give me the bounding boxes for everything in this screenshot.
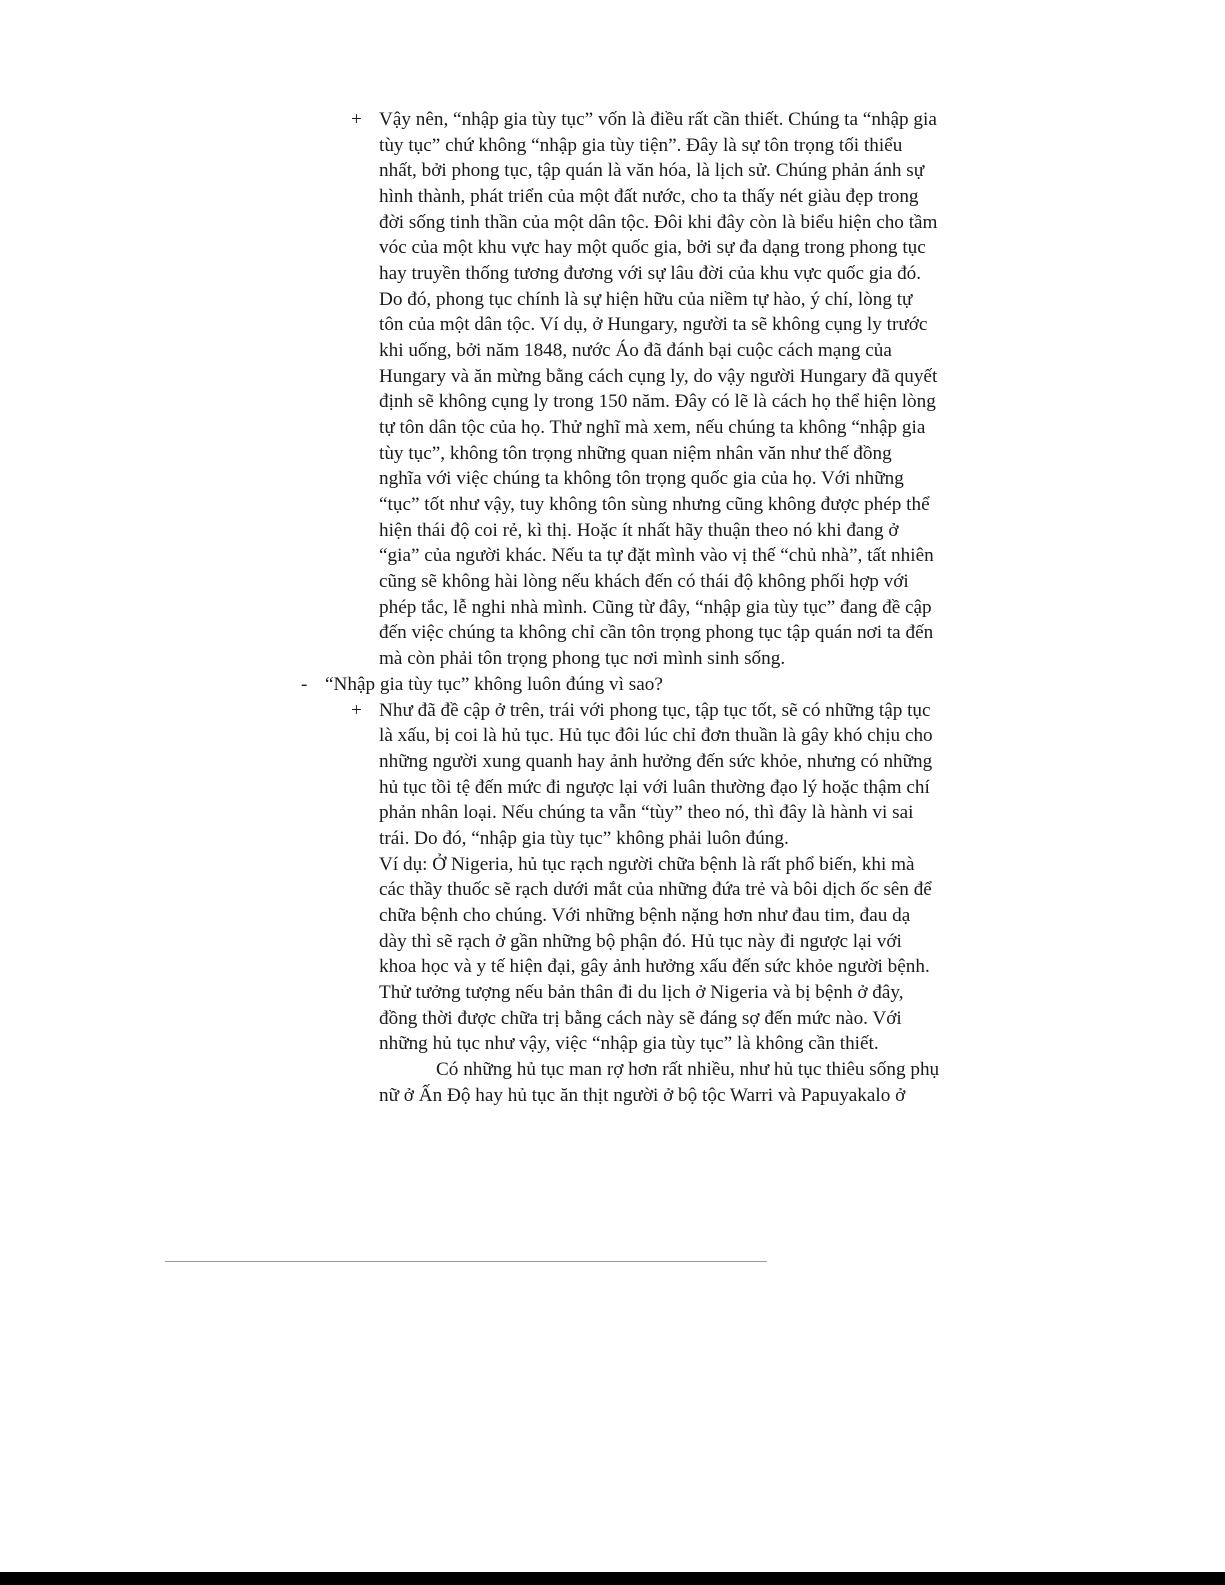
paragraph-line: dày thì sẽ rạch ở gần những bộ phận đó. Hủ tục này đi ngược lại với	[379, 931, 902, 952]
paragraph-line: hủ tục tồi tệ đến mức đi ngược lại với luân thường đạo lý hoặc thậm chí	[379, 777, 930, 798]
section-heading: “Nhập gia tùy tục” không luôn đúng vì sao?	[325, 674, 663, 695]
paragraph-line: Hungary và ăn mừng bằng cách cụng ly, do vậy người Hungary đã quyết	[379, 366, 938, 387]
paragraph-line: tự tôn dân tộc của họ. Thử nghĩ mà xem, nếu chúng ta không “nhập gia	[379, 417, 926, 438]
paragraph-line: những người xung quanh hay ảnh hưởng đến sức khỏe, nhưng có những	[379, 751, 933, 772]
paragraph-line: tùy tục”, không tôn trọng những quan niệm nhân văn như thế đồng	[379, 443, 892, 464]
paragraph-line: Do đó, phong tục chính là sự hiện hữu của niềm tự hào, ý chí, lòng tự	[379, 289, 913, 310]
footnote-separator	[165, 1261, 767, 1262]
paragraph-line: vóc của một khu vực hay một quốc gia, bởi sự đa dạng trong phong tục	[379, 237, 926, 258]
paragraph-line: trái. Do đó, “nhập gia tùy tục” không phải luôn đúng.	[379, 828, 789, 849]
paragraph-line: “tục” tốt như vậy, tuy không tôn sùng nhưng cũng không được phép thể	[379, 494, 930, 515]
dash-bullet-marker: -	[301, 674, 308, 695]
paragraph-line: định sẽ không cụng ly trong 150 năm. Đây có lẽ là cách họ thể hiện lòng	[379, 391, 936, 412]
paragraph-line: cũng sẽ không hài lòng nếu khách đến có thái độ không phối hợp với	[379, 571, 909, 592]
paragraph-line: nghĩa với việc chúng ta không tôn trọng quốc gia của họ. Với những	[379, 468, 904, 489]
paragraph-line: Thử tưởng tượng nếu bản thân đi du lịch ở Nigeria và bị bệnh ở đây,	[379, 982, 904, 1003]
paragraph-line: mà còn phải tôn trọng phong tục nơi mình sinh sống.	[379, 648, 786, 669]
paragraph-line: những hủ tục như vậy, việc “nhập gia tùy tục” là không cần thiết.	[379, 1033, 879, 1054]
plus-bullet-marker: +	[351, 700, 362, 721]
paragraph-line: Vậy nên, “nhập gia tùy tục” vốn là điều rất cần thiết. Chúng ta “nhập gia	[379, 109, 937, 130]
page-bottom-edge	[0, 1572, 1225, 1585]
paragraph-line: tôn của một dân tộc. Ví dụ, ở Hungary, người ta sẽ không cụng ly trước	[379, 314, 928, 335]
paragraph-line: Ví dụ: Ở Nigeria, hủ tục rạch người chữa bệnh là rất phổ biến, khi mà	[379, 854, 915, 875]
plus-bullet-marker: +	[351, 109, 362, 130]
paragraph-line: phản nhân loại. Nếu chúng ta vẫn “tùy” theo nó, thì đây là hành vi sai	[379, 802, 914, 823]
paragraph-line: Có những hủ tục man rợ hơn rất nhiều, như hủ tục thiêu sống phụ	[436, 1059, 940, 1080]
paragraph-line: phép tắc, lễ nghi nhà mình. Cũng từ đây, “nhập gia tùy tục” đang đề cập	[379, 597, 932, 618]
paragraph-line: chữa bệnh cho chúng. Với những bệnh nặng hơn như đau tim, đau dạ	[379, 905, 911, 926]
paragraph-line: khi uống, bởi năm 1848, nước Áo đã đánh bại cuộc cách mạng của	[379, 340, 892, 361]
paragraph-line: “gia” của người khác. Nếu ta tự đặt mình vào vị thế “chủ nhà”, tất nhiên	[379, 545, 934, 566]
paragraph-line: đời sống tinh thần của một dân tộc. Đôi khi đây còn là biểu hiện cho tầm	[379, 212, 938, 233]
paragraph-line: đồng thời được chữa trị bằng cách này sẽ đáng sợ đến mức nào. Với	[379, 1008, 902, 1029]
paragraph-line: tùy tục” chứ không “nhập gia tùy tiện”. Đây là sự tôn trọng tối thiểu	[379, 135, 903, 156]
paragraph-line: nữ ở Ấn Độ hay hủ tục ăn thịt người ở bộ tộc Warri và Papuyakalo ở	[379, 1085, 906, 1106]
paragraph-line: hình thành, phát triển của một đất nước, cho ta thấy nét giàu đẹp trong	[379, 186, 919, 207]
paragraph-line: hiện thái độ coi rẻ, kì thị. Hoặc ít nhất hãy thuận theo nó khi đang ở	[379, 520, 899, 541]
paragraph-line: hay truyền thống tương đương với sự lâu đời của khu vực quốc gia đó.	[379, 263, 922, 284]
paragraph-line: là xấu, bị coi là hủ tục. Hủ tục đôi lúc chỉ đơn thuần là gây khó chịu cho	[379, 725, 933, 746]
paragraph-line: Như đã đề cập ở trên, trái với phong tục, tập tục tốt, sẽ có những tập tục	[379, 700, 931, 721]
paragraph-line: các thầy thuốc sẽ rạch dưới mắt của những đứa trẻ và bôi dịch ốc sên để	[379, 879, 932, 900]
paragraph-line: nhất, bởi phong tục, tập quán là văn hóa, là lịch sử. Chúng phản ánh sự	[379, 160, 925, 181]
paragraph-line: khoa học và y tế hiện đại, gây ảnh hưởng xấu đến sức khỏe người bệnh.	[379, 956, 930, 977]
paragraph-line: đến việc chúng ta không chỉ cần tôn trọng phong tục tập quán nơi ta đến	[379, 622, 934, 643]
